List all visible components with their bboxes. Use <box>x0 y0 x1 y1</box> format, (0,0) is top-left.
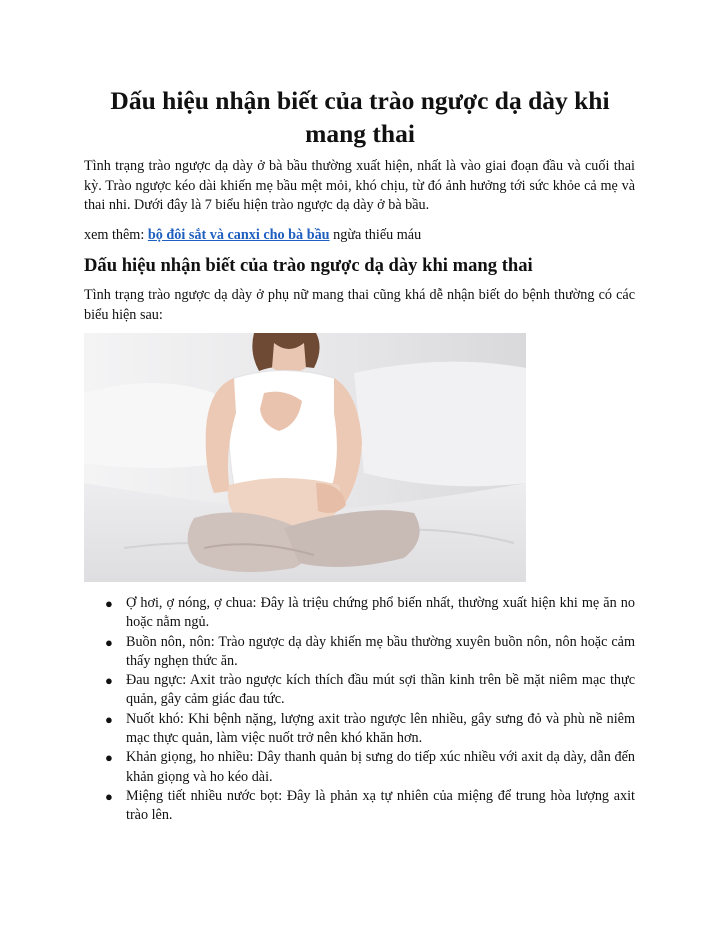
intro-paragraph: Tình trạng trào ngược dạ dày ở bà bầu thường xuất hiện, nhất là vào giai đoạn đầu và cuối thai kỳ. Trào ngược kéo dài khiến mẹ bầu mệt mỏi, khó chịu, từ đó ảnh hưởng tới sức khỏe cả mẹ và thai nhi. Dưới đây là 7 biểu hiện trào ngược dạ dày ở bà bầu. <box>84 158 635 213</box>
list-item <box>84 594 635 633</box>
see-also-link[interactable]: bộ đôi sắt và canxi cho bà bầu <box>147 227 330 243</box>
page-title: Dấu hiệu nhận biết của trào ngược dạ dày khi mang thai <box>110 86 610 148</box>
list-item <box>84 633 635 672</box>
bullet-dot: ● <box>105 673 113 689</box>
bullet-dot: ● <box>105 634 113 650</box>
symptom-list <box>84 594 635 826</box>
list-item-text: Ợ hơi, ợ nóng, ợ chua: Đây là triệu chứng phổ biến nhất, thường xuất hiện khi mẹ ăn no hoặc nằm ngủ. <box>126 595 635 631</box>
lead-paragraph: Tình trạng trào ngược dạ dày ở phụ nữ mang thai cũng khá dễ nhận biết do bệnh thường có các biểu hiện sau: <box>84 287 635 323</box>
bullet-dot: ● <box>105 711 113 727</box>
list-item-text: Đau ngực: Axit trào ngược kích thích đầu mút sợi thần kinh trên bề mặt niêm mạc thực quản, gây cảm giác đau tức. <box>126 672 635 708</box>
see-also-line <box>84 226 635 246</box>
photo-illustration <box>84 333 526 582</box>
bullet-dot: ● <box>105 750 113 766</box>
list-item-text: Khản giọng, ho nhiều: Dây thanh quản bị sưng do tiếp xúc nhiều với axit dạ dày, dẫn đến khản giọng và ho kéo dài. <box>126 749 635 785</box>
list-item-text: Nuốt khó: Khi bệnh nặng, lượng axit trào ngược lên nhiều, gây sưng đỏ và phù nề niêm mạc thực quản, làm việc nuốt trở nên khó khăn hơn. <box>126 710 635 747</box>
list-item-text: Miệng tiết nhiều nước bọt: Đây là phản xạ tự nhiên của miệng để trung hòa lượng axit trào lên. <box>126 787 635 824</box>
list-item <box>84 671 635 710</box>
see-also-suffix: ngừa thiếu máu <box>329 227 422 243</box>
list-item <box>84 710 635 749</box>
list-item-text: Buồn nôn, nôn: Trào ngược dạ dày khiến mẹ bầu thường xuyên buồn nôn, nôn hoặc cảm thấy nghẹn thức ăn. <box>126 633 635 669</box>
bullet-dot: ● <box>105 788 113 804</box>
list-item <box>84 748 635 787</box>
see-also-prefix: xem thêm: <box>84 227 148 243</box>
pregnant-woman-photo <box>84 333 526 582</box>
section-heading: Dấu hiệu nhận biết của trào ngược dạ dày khi mang thai <box>84 255 533 276</box>
bullet-dot: ● <box>105 596 113 611</box>
list-item <box>84 787 635 826</box>
